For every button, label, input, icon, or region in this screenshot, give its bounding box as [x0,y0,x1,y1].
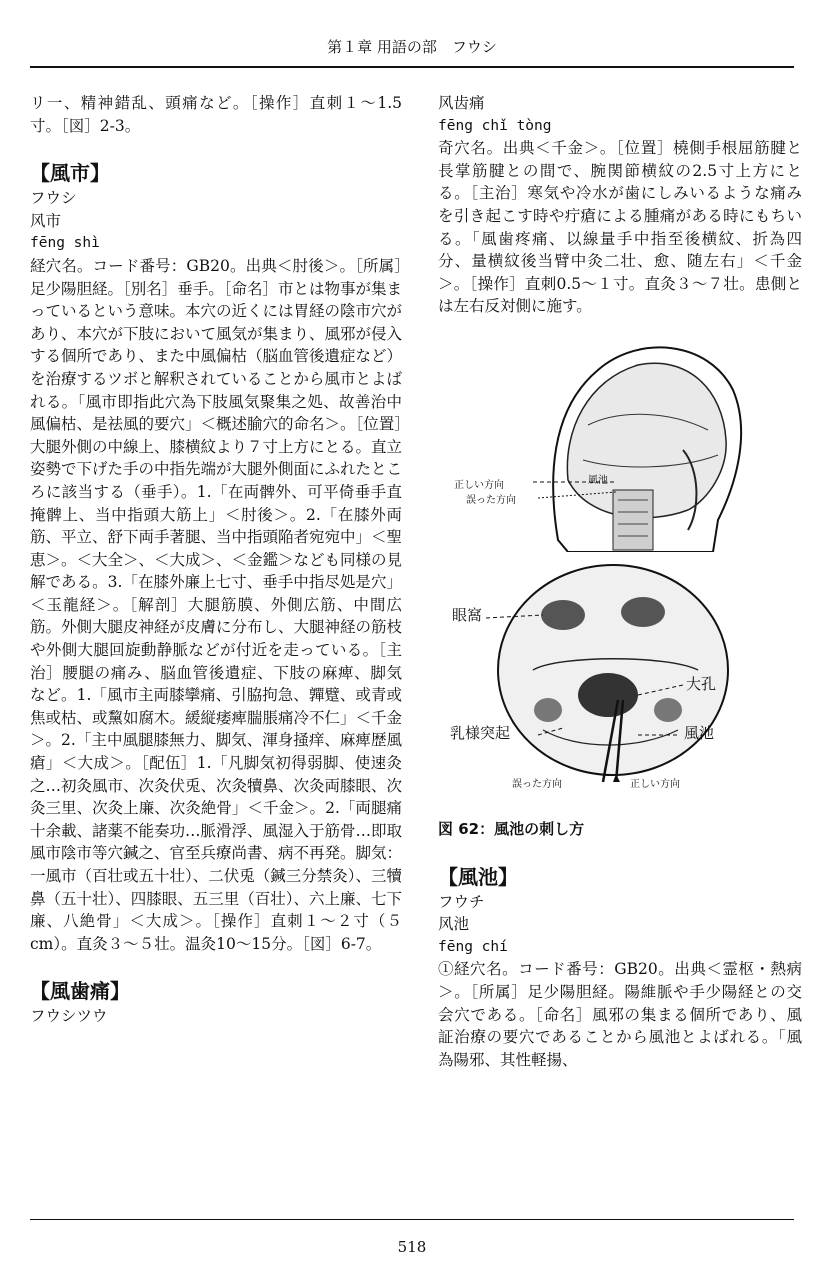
entry-kana-fuushitsuu: フウシツウ [30,1007,108,1026]
entry-kana-fuushi: フウシ [30,189,77,208]
intro-text: リ一、精神錯乱、頭痛など。［操作］直刺１～1.5寸。［図］2-3。 [30,94,402,135]
figure-head-back-view [438,330,802,552]
skull-base-illustration [438,560,802,810]
label-fuuchi: 風池 [684,723,715,742]
entry-term-fuushi: 【風市】 [30,161,110,186]
left-column [30,92,402,1028]
figure-caption: 図 62：風池の刺し方 [438,819,585,838]
label-wrong-direction-bottom: 誤った方向 [512,778,562,790]
entry-simplified-fuushi: 风市 [30,211,62,230]
entry-term-fuushitsuu: 【風歯痛】 [30,979,130,1004]
footer-rule [30,1219,794,1220]
entry-simplified-fuuchi: 风池 [438,915,470,934]
label-fuuchi-small: 風池 [588,474,608,486]
label-foramen-magnum: 大孔 [686,674,717,693]
entry-pinyin-fuushi: fēng shì [30,235,100,252]
entry-term-fuuchi: 【風池】 [438,864,518,889]
figure-skull-base-view [438,560,802,810]
label-mastoid: 乳様突起 [450,723,511,742]
entry-pinyin-fuuchi: fēng chí [438,938,508,955]
running-header: 第１章 用語の部 フウシ [327,38,497,56]
entry-pinyin-fuushitsuu: fēng chǐ tòng [438,117,552,134]
label-wrong-direction-top: 誤った方向 [466,494,516,506]
header-rule [30,66,794,68]
entry-body-fuushitsuu: 奇穴名。出典＜千金＞。［位置］橈側手根屈筋腱と長掌筋腱との間で、腕関節横紋の2.5寸上方にとる。［主治］寒気や冷水が歯にしみいるような痛みを引き起こす時や疔瘡による腫痛がある時にもちいる。「風歯疼痛、以線量手中指至後横紋、折為四分、量横紋後当臂中灸二壮、愈、随左右」＜千金＞。［操作］直刺0.5～１寸。直灸３～７壮。患側とは左右反対側に施す。 [438,139,802,316]
entry-body-fuushi: 経穴名。コード番号：GB20。出典＜肘後＞。［所属］足少陽胆経。［別名］垂手。［命名］市とは物事が集まっているという意味。本穴の近くには胃経の陰市穴があり、本穴が下肢において風気が集まり、風邪が侵入する個所であり、また中風偏枯（脳血管後遺症など）を治療するツボと解釈されていることから風市とよばれる。「風市即指此穴為下肢風気聚集之処、故善治中風偏枯、是祛風的要穴」＜概述腧穴的命名＞。［位置］大腿外側の中線上、膝横紋より７寸上方にとる。直立姿勢で下げた手の中指先端が大腿外側面にふれたところに該当する（垂手）。1.「在両髀外、可平倚垂手直掩髀上、当中指頭大筋上」＜肘後＞。2.「在膝外両筋、平立、舒下両手著腿、当中指頭陥者宛宛中」＜聖恵＞。＜大全＞、＜大成＞、＜金鑑＞なども同様の見解である。3.「在膝外廉上七寸、垂手中指尽処是穴」＜玉龍経＞。［解剖］大腿筋膜、外側広筋、中間広筋。外側大腿皮神経が皮膚に分布し、大腿神経の筋枝や外側大腿回旋動静脈などが付近を走っている。［主治］腰腿の痛み、脳血管後遺症、下肢の麻痺、脚気など。1.「風市主両膝攣痛、引脇拘急、嚲躄、或青或焦或枯、或黧如腐木。緩縦痿痺腨脹痛冷不仁」＜千金＞。2.「主中風腿膝無力、脚気、渾身掻痒、麻痺歴風瘡」＜大成＞。［配伍］1.「凡脚気初得弱脚、使速灸之…初灸風市、次灸伏兎、次灸犢鼻、次灸両膝眼、次灸三里、次灸上廉、次灸絶骨」＜千金＞。2.「両腿痛十余載、諸薬不能奏功…脈滑浮、風湿入于筋骨…即取風市陰市等穴鍼之、官至兵療尚書、病不再発。脚気：一風市（百壮或五十壮）、二伏兎（鍼三分禁灸）、三犢鼻（五十壮）、四膝眼、五三里（百壮）、六上廉、七下廉、八絶骨」＜大成＞。［操作］直刺１～２寸（５cm）。直灸３～５壮。温灸10～15分。［図］6-7。 [30,256,403,953]
label-correct-direction-bottom: 正しい方向 [630,778,680,790]
entry-body-fuuchi: ①経穴名。コード番号：GB20。出典＜霊枢・熱病＞。［所属］足少陽胆経。陽維脈や手少陽経との交会穴である。［命名］風邪の集まる個所であり、風証治療の要穴であることから風池とよばれる。「風為陽邪、其性軽揚、 [438,960,802,1069]
entry-kana-fuuchi: フウチ [438,892,485,911]
page-number: 518 [397,1238,427,1256]
right-column [438,92,802,1071]
entry-simplified-fuushitsuu: 风齿痛 [438,94,485,112]
label-correct-direction-top: 正しい方向 [454,479,504,491]
head-back-illustration [438,330,802,552]
label-orbit: 眼窩 [452,605,483,624]
